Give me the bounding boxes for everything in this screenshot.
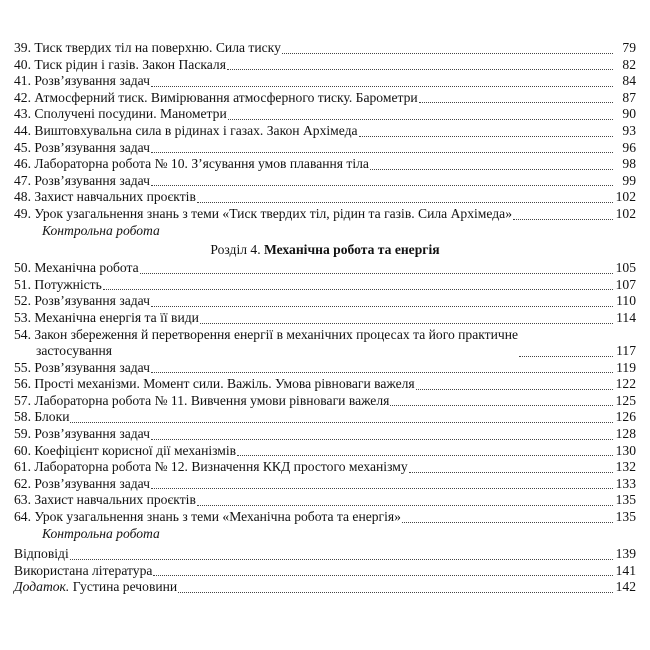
dot-leader [390,404,613,406]
toc-entry-page: 82 [622,56,636,72]
toc-entry-title: 49. Урок узагальнення знань з теми «Тиск твердих тіл, рідин та газів. Сила Архімеда» [14,205,512,221]
toc-entry-title: 40. Тиск рідин і газів. Закон Паскаля [14,56,226,72]
toc-entry-page: 110 [616,293,636,309]
toc-entry-page: 130 [615,442,636,458]
toc-entry-title: 53. Механічна енергія та її види [14,309,199,325]
toc-entry-title: Відповіді [14,546,69,562]
dot-leader [200,322,613,324]
dot-leader [70,558,613,560]
toc-entry-title: 50. Механічна робота [14,260,139,276]
toc-entry-page: 133 [615,475,636,491]
toc-entry [14,40,636,57]
toc-entry [14,173,636,190]
dot-leader [359,135,613,137]
toc-entry [14,90,636,107]
section-title: Механічна робота та енергія [264,242,440,258]
toc-entry [14,476,636,493]
toc-entry [14,206,636,223]
toc-entry-page: 122 [615,376,636,392]
dot-leader [153,574,613,576]
toc-entry-page: 105 [615,260,636,276]
toc-entry [14,376,636,393]
toc-entry-title: Використана література [14,562,153,578]
toc-entry [14,360,636,377]
dot-leader [370,168,613,170]
toc-entry [14,327,636,360]
toc-entry-page: 90 [622,106,636,122]
toc-entry-page: 128 [615,426,636,442]
toc-entry [14,426,636,443]
toc-entry-title: 41. Розв’язування задач [14,73,150,89]
dot-leader [519,355,613,357]
dot-leader [103,288,613,290]
toc-entry [14,563,636,580]
toc-entry-page: 93 [622,122,636,138]
toc-entry-title: 43. Сполучені посудини. Манометри [14,106,227,122]
dot-leader [402,521,613,523]
toc-entry-title: 54. Закон збереження й перетворення енергії в механічних процесах та його практичне [14,326,519,342]
toc-entry-title: 58. Блоки [14,409,70,425]
toc-entry-page: 98 [622,156,636,172]
dot-leader [409,471,613,473]
toc-entry-title: 61. Лабораторна робота № 12. Визначення ККД простого механізму [14,459,408,475]
toc-entry-title: 64. Урок узагальнення знань з теми «Механічна робота та енергія» [14,509,401,525]
dot-leader [197,504,613,506]
toc-entry [14,409,636,426]
toc-entry [14,156,636,173]
toc-entry-title: 42. Атмосферний тиск. Вимірювання атмосферного тиску. Барометри [14,89,418,105]
dot-leader [513,218,613,220]
toc-entry-page: 135 [615,509,636,525]
toc-entry-page: 126 [615,409,636,425]
toc-entry [14,260,636,277]
dot-leader [151,487,613,489]
dot-leader [228,118,613,120]
table-of-contents [14,40,636,596]
dot-leader [416,388,613,390]
toc-group-pressure [14,40,636,223]
dot-leader [237,454,613,456]
toc-entry [14,509,636,526]
toc-entry-title: 44. Виштовхувальна сила в рідинах і газах. Закон Архімеда [14,122,358,138]
toc-entry-page: 141 [615,562,636,578]
toc-entry [14,546,636,563]
dot-leader [419,101,613,103]
toc-entry-title: Густина речовини [72,579,178,595]
toc-entry-title: 55. Розв’язування задач [14,359,150,375]
toc-entry [14,293,636,310]
dot-leader [197,201,613,203]
toc-entry-title: 47. Розв’язування задач [14,172,150,188]
toc-entry-page: 132 [615,459,636,475]
dot-leader [178,591,613,593]
toc-entry-title: 56. Прості механізми. Момент сили. Важіль. Умова рівноваги важеля [14,376,415,392]
toc-entry [14,310,636,327]
toc-entry-page: 99 [622,172,636,188]
toc-entry-page: 79 [622,40,636,55]
toc-entry-title: 46. Лабораторна робота № 10. З’ясування умов плавання тіла [14,156,369,172]
toc-entry-page: 119 [616,359,636,375]
toc-entry-title: 51. Потужність [14,276,102,292]
appendix-label: Додаток. [14,579,70,595]
dot-leader [70,421,613,423]
toc-entry [14,393,636,410]
dot-leader [151,371,613,373]
dot-leader [151,438,613,440]
toc-group-back-matter [14,546,636,579]
toc-entry-title: 45. Розв’язування задач [14,139,150,155]
toc-entry [14,57,636,74]
toc-entry-title: 57. Лабораторна робота № 11. Вивчення умови рівноваги важеля [14,392,390,408]
toc-entry-title: 60. Коефіцієнт корисної дії механізмів [14,442,237,458]
toc-entry-page: 87 [622,89,636,105]
toc-entry-page: 84 [622,73,636,89]
toc-entry [14,459,636,476]
toc-entry-title: 39. Тиск твердих тіл на поверхню. Сила тиску [14,40,281,55]
dot-leader [151,184,613,186]
toc-entry-page: 114 [616,309,636,325]
toc-entry-title: 52. Розв’язування задач [14,293,150,309]
toc-entry [14,277,636,294]
section-prefix: Розділ 4. [210,242,261,258]
toc-entry-title-continued: застосування [36,343,113,359]
toc-entry-page: 139 [615,546,636,562]
toc-entry-page: 142 [615,579,636,595]
toc-entry [14,140,636,157]
toc-entry [14,189,636,206]
toc-entry [14,443,636,460]
toc-entry-page: 102 [615,205,636,221]
toc-entry [14,73,636,90]
toc-group-mechanisms [14,360,636,526]
dot-leader [282,52,613,54]
dot-leader [151,151,613,153]
toc-entry-page: 125 [615,392,636,408]
toc-entry [14,123,636,140]
toc-entry-page: 117 [616,343,636,359]
control-work-label: Контрольна робота [42,525,160,541]
section-heading [14,240,636,260]
toc-entry [14,492,636,509]
toc-entry-appendix [14,579,636,596]
control-work-label: Контрольна робота [42,222,160,238]
toc-entry-title: 62. Розв’язування задач [14,475,150,491]
dot-leader [151,305,613,307]
toc-group-energy [14,260,636,326]
toc-entry-title: 63. Захист навчальних проєктів [14,492,196,508]
dot-leader [151,85,613,87]
dot-leader [140,272,613,274]
toc-entry-page: 96 [622,139,636,155]
toc-entry [14,106,636,123]
toc-entry-page: 102 [615,189,636,205]
toc-entry-title: 48. Захист навчальних проєктів [14,189,196,205]
toc-entry-page: 107 [615,276,636,292]
dot-leader [227,68,613,70]
toc-entry-title: 59. Розв’язування задач [14,426,150,442]
toc-entry-page: 135 [615,492,636,508]
